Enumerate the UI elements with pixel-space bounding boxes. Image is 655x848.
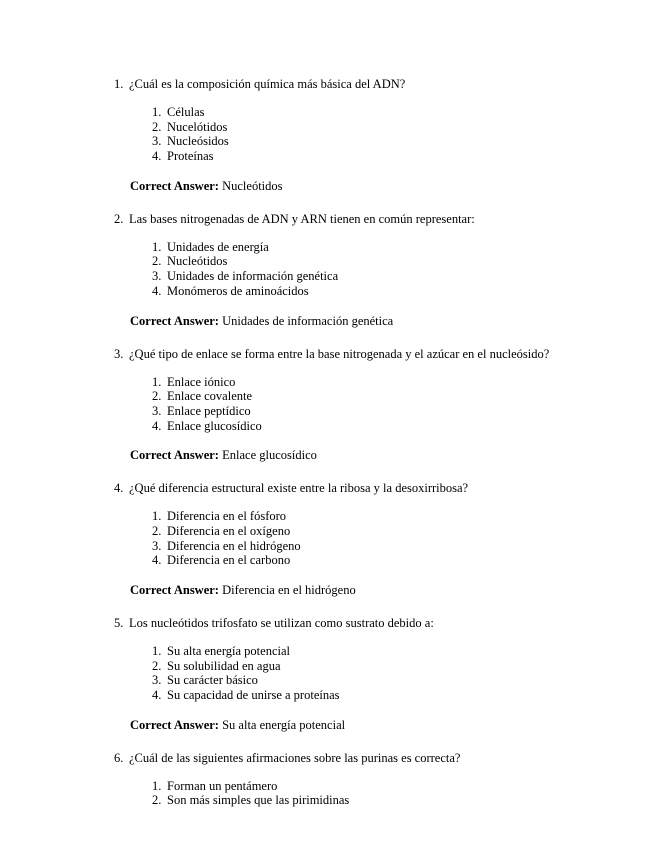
- option-number: 4.: [152, 418, 162, 433]
- option-text: Su alta energía potencial: [167, 644, 290, 658]
- option-text: Enlace glucosídico: [167, 418, 262, 433]
- correct-answer-label: Correct Answer:: [130, 583, 219, 597]
- question-number: 1.: [114, 77, 124, 91]
- option-list: [0, 240, 655, 299]
- option-text: Nucelótidos: [167, 119, 228, 134]
- option-item: [0, 404, 655, 419]
- option-item: [0, 793, 655, 808]
- option-number: 3.: [152, 134, 162, 149]
- option-number: 2.: [152, 523, 162, 538]
- option-text: Nucleótidos: [167, 254, 228, 269]
- correct-answer: [0, 178, 655, 194]
- question-number: 6.: [114, 750, 124, 765]
- correct-answer: [0, 717, 655, 733]
- question-text: ¿Qué tipo de enlace se forma entre la base nitrogenada y el azúcar en el nucleósido?: [129, 346, 550, 361]
- option-number: 1.: [152, 509, 162, 524]
- option-item: [0, 240, 655, 255]
- option-number: 1.: [152, 105, 162, 119]
- option-item: [0, 284, 655, 299]
- option-text: Diferencia en el fósforo: [167, 509, 287, 524]
- option-text: Monómeros de aminoácidos: [167, 283, 309, 298]
- option-item: [0, 673, 655, 688]
- option-number: 2.: [152, 389, 162, 404]
- option-number: 2.: [152, 793, 162, 808]
- correct-answer-label: Correct Answer:: [130, 313, 219, 328]
- option-text: Diferencia en el carbono: [167, 553, 291, 568]
- option-number: 2.: [152, 254, 162, 269]
- option-text: Enlace iónico: [167, 374, 236, 389]
- option-text: Unidades de información genética: [167, 269, 339, 284]
- option-number: 2.: [152, 119, 162, 134]
- option-text: Proteínas: [167, 149, 214, 164]
- question-text: ¿Cuál de las siguientes afirmaciones sobre las purinas es correcta?: [129, 750, 461, 765]
- correct-answer-value: Unidades de información genética: [222, 313, 394, 328]
- option-text: Células: [167, 105, 205, 119]
- option-number: 3.: [152, 538, 162, 553]
- correct-answer: [0, 313, 655, 329]
- correct-answer-value: Enlace glucosídico: [222, 448, 317, 463]
- correct-answer-label: Correct Answer:: [130, 448, 219, 463]
- option-item: [0, 389, 655, 404]
- option-item: [0, 524, 655, 539]
- question-number: 3.: [114, 346, 124, 361]
- correct-answer-value: Diferencia en el hidrógeno: [222, 583, 356, 597]
- option-text: Diferencia en el hidrógeno: [167, 538, 301, 553]
- correct-answer: [0, 582, 655, 598]
- option-list: [0, 375, 655, 434]
- question-5: [0, 615, 655, 733]
- option-text: Son más simples que las pirimidinas: [167, 793, 350, 808]
- option-number: 4.: [152, 283, 162, 298]
- option-item: [0, 254, 655, 269]
- option-number: 3.: [152, 269, 162, 284]
- question-1: [0, 76, 655, 194]
- option-item: [0, 779, 655, 794]
- option-number: 4.: [152, 553, 162, 568]
- option-item: [0, 375, 655, 390]
- question-4: [0, 480, 655, 598]
- option-text: Unidades de energía: [167, 239, 269, 254]
- option-item: [0, 539, 655, 554]
- correct-answer: [0, 447, 655, 463]
- question-text: Las bases nitrogenadas de ADN y ARN tienen en común representar:: [129, 211, 475, 226]
- question-6: [0, 750, 655, 808]
- option-item: [0, 509, 655, 524]
- question-text: ¿Cuál es la composición química más básica del ADN?: [129, 77, 406, 91]
- option-text: Su capacidad de unirse a proteínas: [167, 688, 340, 703]
- correct-answer-value: Su alta energía potencial: [222, 717, 346, 732]
- option-item: [0, 134, 655, 149]
- option-text: Su carácter básico: [167, 673, 258, 688]
- option-number: 4.: [152, 688, 162, 703]
- option-item: [0, 553, 655, 568]
- option-text: Diferencia en el oxígeno: [167, 523, 291, 538]
- option-item: [0, 419, 655, 434]
- option-item: [0, 120, 655, 135]
- option-item: [0, 659, 655, 674]
- option-text: Su solubilidad en agua: [167, 658, 281, 673]
- question-2: [0, 211, 655, 329]
- option-text: Forman un pentámero: [167, 778, 278, 793]
- option-number: 4.: [152, 149, 162, 164]
- option-list: [0, 509, 655, 568]
- option-item: [0, 105, 655, 120]
- option-item: [0, 149, 655, 164]
- option-text: Nucleósidos: [167, 134, 229, 149]
- option-text: Enlace covalente: [167, 389, 253, 404]
- option-list: [0, 779, 655, 808]
- option-number: 1.: [152, 239, 162, 254]
- option-number: 3.: [152, 673, 162, 688]
- option-list: [0, 644, 655, 703]
- question-number: 2.: [114, 211, 124, 226]
- option-item: [0, 644, 655, 659]
- option-number: 1.: [152, 778, 162, 793]
- question-number: 4.: [114, 481, 124, 496]
- question-text: ¿Qué diferencia estructural existe entre la ribosa y la desoxirribosa?: [129, 481, 469, 496]
- option-list: [0, 105, 655, 164]
- question-number: 5.: [114, 616, 124, 630]
- correct-answer-label: Correct Answer:: [130, 717, 219, 732]
- quiz-document: [0, 76, 655, 825]
- option-number: 1.: [152, 374, 162, 389]
- option-item: [0, 269, 655, 284]
- question-3: [0, 346, 655, 464]
- option-number: 2.: [152, 658, 162, 673]
- option-item: [0, 688, 655, 703]
- option-text: Enlace peptídico: [167, 403, 251, 418]
- option-number: 1.: [152, 644, 162, 658]
- correct-answer-label: Correct Answer:: [130, 178, 219, 193]
- question-text: Los nucleótidos trifosfato se utilizan como sustrato debido a:: [129, 616, 434, 630]
- option-number: 3.: [152, 403, 162, 418]
- correct-answer-value: Nucleótidos: [222, 178, 283, 193]
